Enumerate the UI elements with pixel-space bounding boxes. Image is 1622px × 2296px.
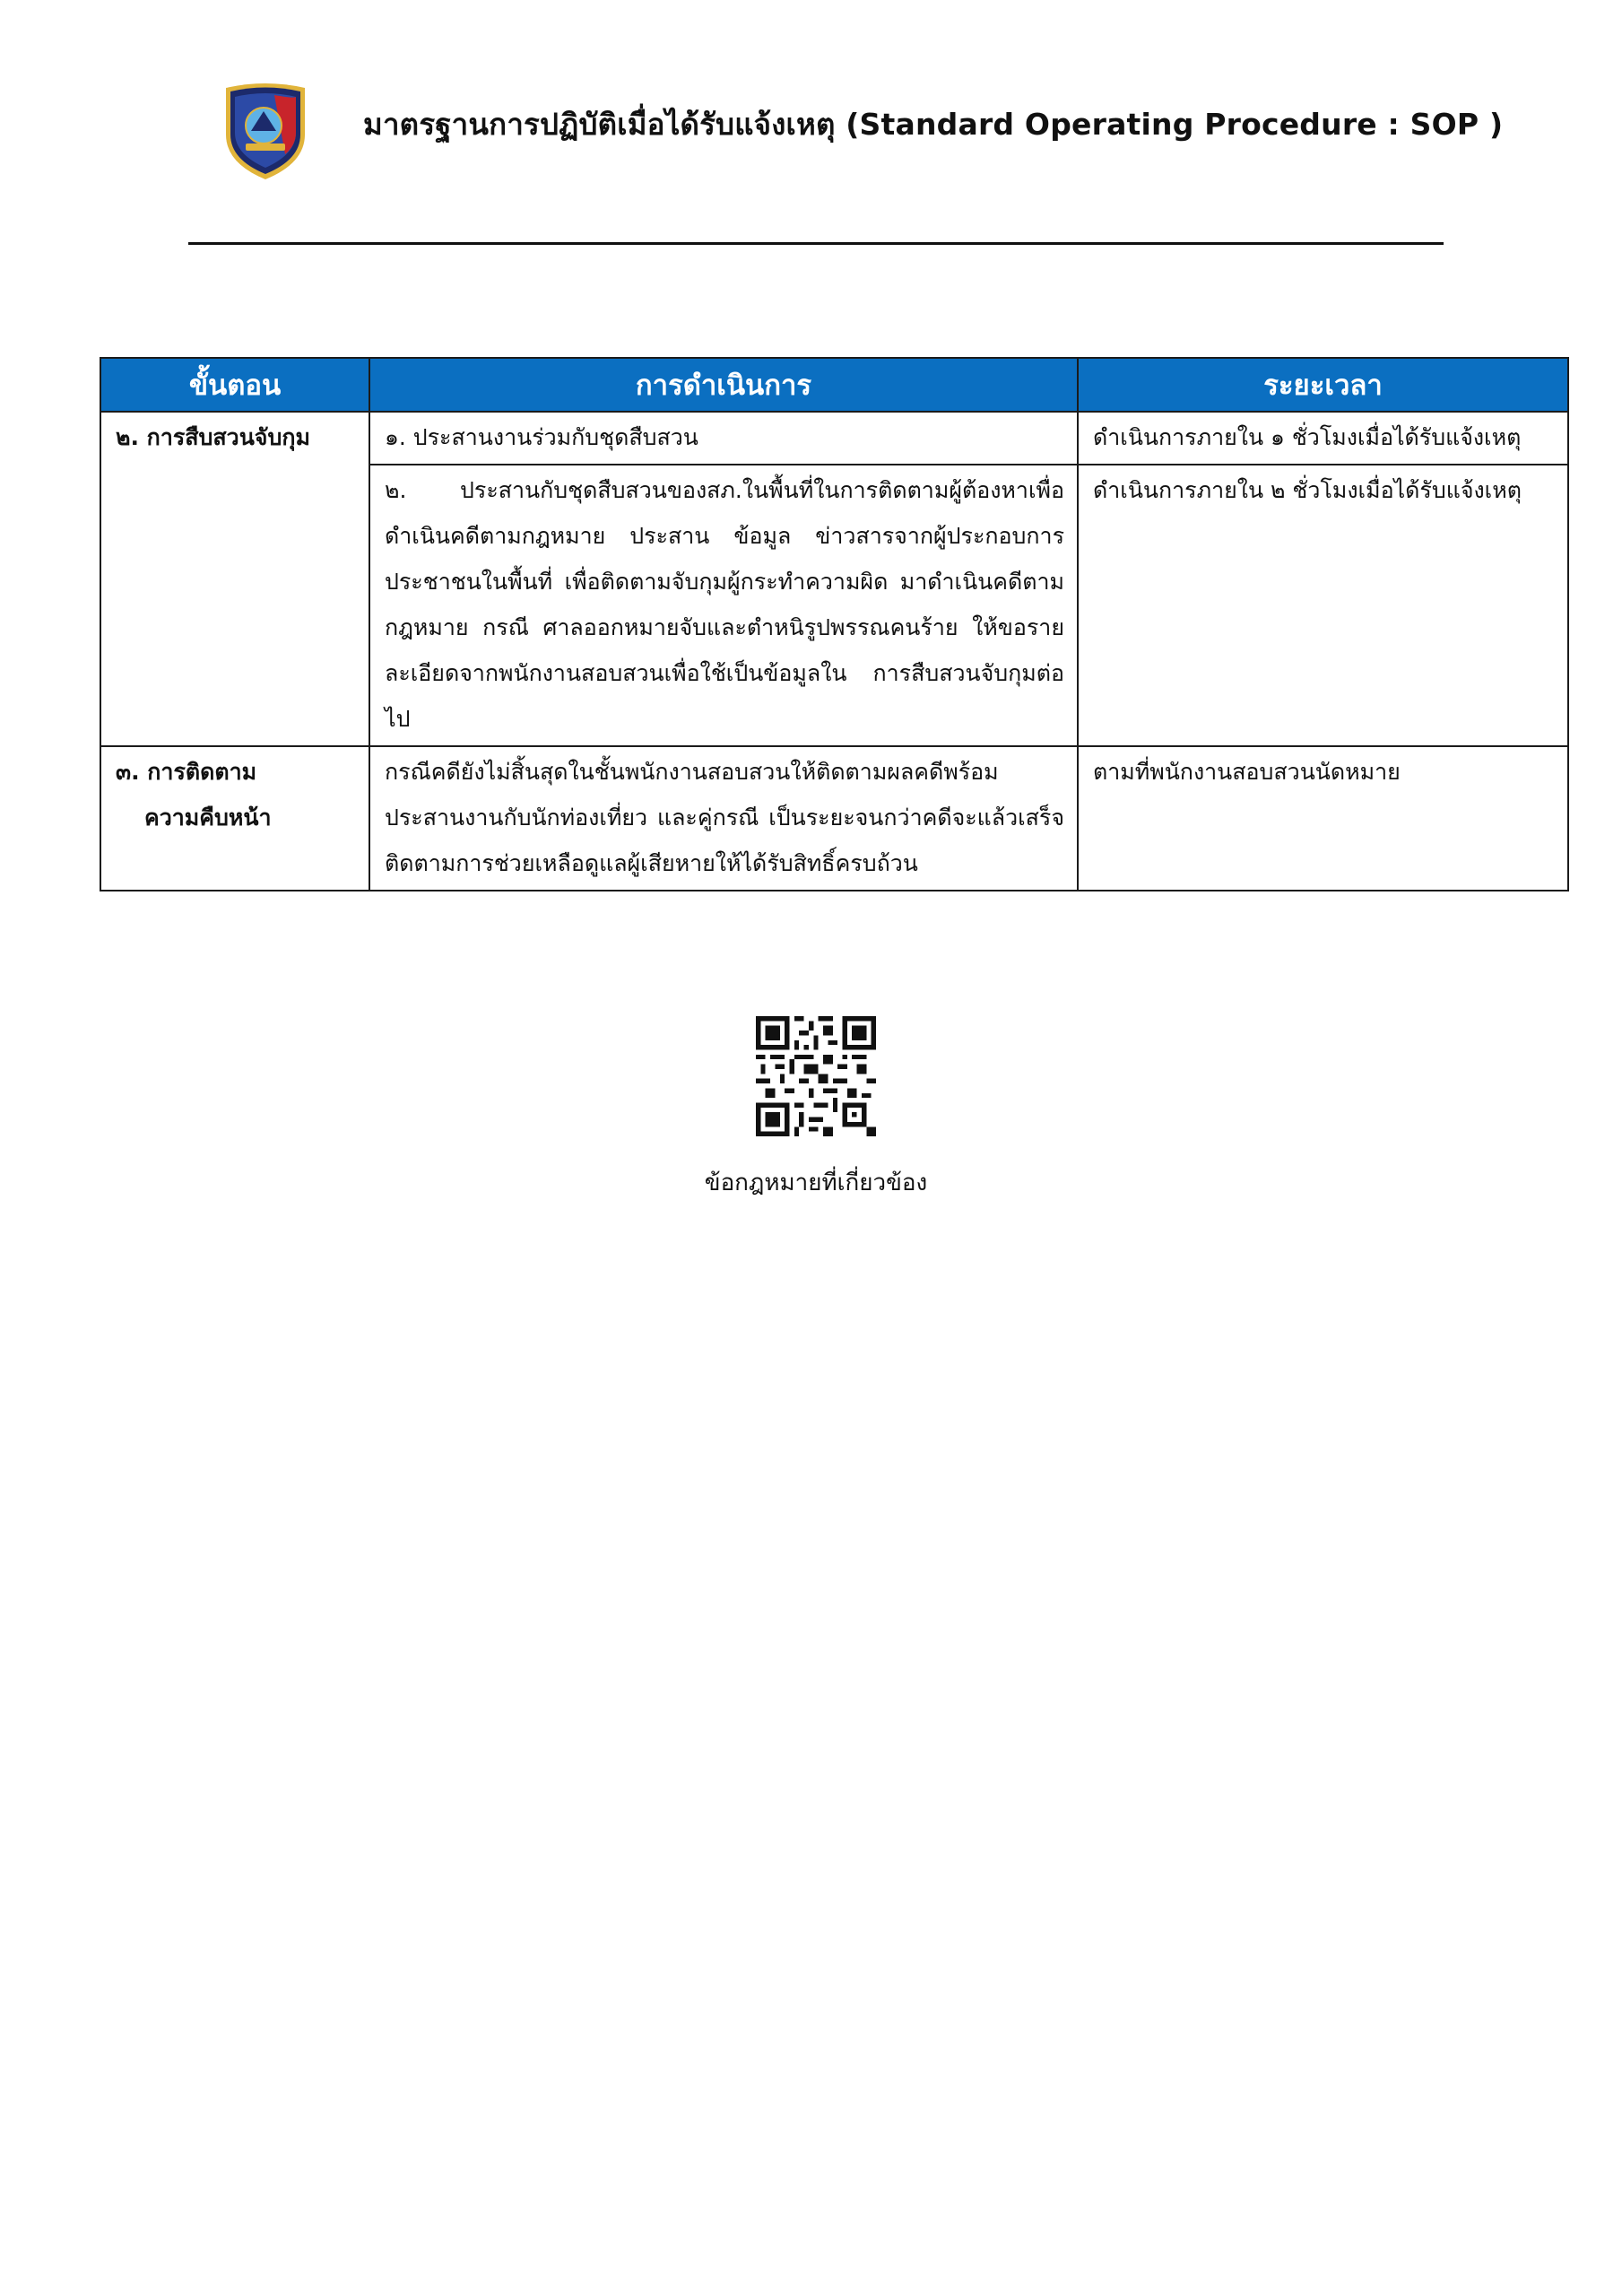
action-cell: ๑. ประสานงานร่วมกับชุดสืบสวน — [369, 412, 1078, 465]
table-row — [100, 746, 1568, 891]
step-label-line2: ความคืบหน้า — [144, 804, 272, 831]
duration-cell: ดำเนินการภายใน ๑ ชั่วโมงเมื่อได้รับแจ้งเหตุ — [1078, 412, 1568, 465]
column-header-step: ขั้นตอน — [100, 358, 369, 412]
table-header-row — [100, 358, 1568, 412]
police-badge-logo — [219, 79, 312, 181]
step-cell — [100, 746, 369, 891]
column-header-duration: ระยะเวลา — [1078, 358, 1568, 412]
action-cell: ๒. ประสานกับชุดสืบสวนของสภ.ในพื้นที่ในการติดตามผู้ต้องหาเพื่อดำเนินคดีตามกฎหมาย ประสาน ข้อมูล ข่าวสารจากผู้ประกอบการประชาชนในพื้นที่ เพื่อติดตามจับกุมผู้กระทำความผิด มาดำเนินคดีตามกฎหมาย กรณี ศาลออกหมายจับและตำหนิรูปพรรณคนร้าย ให้ขอรายละเอียดจากพนักงานสอบสวนเพื่อใช้เป็นข้อมูลใน การสืบสวนจับกุมต่อไป — [369, 465, 1078, 746]
document-title: มาตรฐานการปฏิบัติเมื่อได้รับแจ้งเหตุ (Standard Operating Procedure : SOP ) — [363, 107, 1504, 142]
table-row — [100, 412, 1568, 465]
step-label-line1: ๓. การติดตาม — [116, 759, 257, 785]
qr-caption: ข้อกฎหมายที่เกี่ยวข้อง — [704, 1170, 928, 1196]
sop-table — [100, 357, 1569, 891]
duration-cell: ดำเนินการภายใน ๒ ชั่วโมงเมื่อได้รับแจ้งเหตุ — [1078, 465, 1568, 746]
step-cell: ๒. การสืบสวนจับกุม — [100, 412, 369, 746]
header-divider — [188, 242, 1444, 245]
qr-code[interactable] — [756, 1016, 876, 1136]
duration-cell: ตามที่พนักงานสอบสวนนัดหมาย — [1078, 746, 1568, 891]
action-cell: กรณีคดียังไม่สิ้นสุดในชั้นพนักงานสอบสวนให้ติดตามผลคดีพร้อม ประสานงานกับนักท่องเที่ยว และคู่กรณี เป็นระยะจนกว่าคดีจะแล้วเสร็จ ติดตามการช่วยเหลือดูแลผู้เสียหายให้ได้รับสิทธิ์ครบถ้วน — [369, 746, 1078, 891]
column-header-action: การดำเนินการ — [369, 358, 1078, 412]
